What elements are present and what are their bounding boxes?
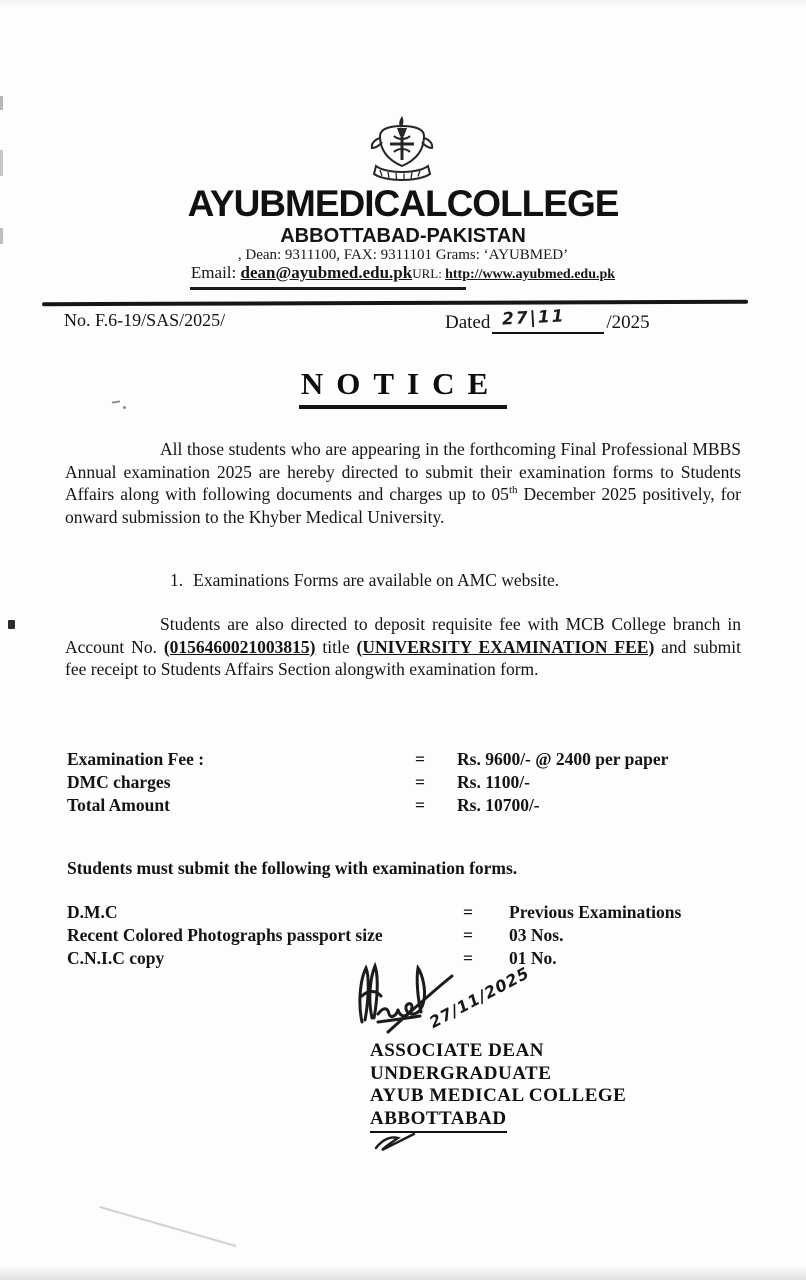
fee-row-total xyxy=(67,794,717,817)
fee-label: Examination Fee : xyxy=(67,749,205,769)
requirement-row-dmc xyxy=(67,901,747,924)
requirement-label: Recent Colored Photographs passport size xyxy=(67,925,383,945)
scribble-mark-icon xyxy=(372,1130,418,1154)
fee-table xyxy=(67,748,717,817)
fee-value: Rs. 1100/- xyxy=(457,772,530,792)
scan-shadow-top xyxy=(0,0,806,8)
paragraph-intro xyxy=(65,438,741,528)
paragraph-fee-deposit xyxy=(65,613,741,681)
ordinal-superscript: th xyxy=(508,484,518,497)
fee-row-examination xyxy=(67,748,717,771)
requirement-value: 01 No. xyxy=(509,948,557,968)
scan-shadow-bottom xyxy=(0,1265,806,1280)
college-name: AYUBMEDICALCOLLEGE xyxy=(187,183,619,224)
equals-sign: = xyxy=(415,749,425,769)
list-item-text: Examinations Forms are available on AMC website. xyxy=(193,570,560,590)
account-title: (UNIVERSITY EXAMINATION FEE) xyxy=(356,636,655,657)
header-rule-short xyxy=(190,287,466,290)
dated-label: Dated xyxy=(445,312,491,333)
equals-sign: = xyxy=(415,772,425,792)
email-url-line xyxy=(0,263,806,283)
requirement-value: Previous Examinations xyxy=(509,902,682,922)
signatory-city: ABBOTTABAD xyxy=(370,1108,507,1134)
requirement-value: 03 Nos. xyxy=(509,925,564,945)
submit-instruction: Students must submit the following with examination forms. xyxy=(67,858,518,878)
fee-label: Total Amount xyxy=(67,795,170,815)
email-label: Email: xyxy=(190,263,241,282)
equals-sign: = xyxy=(463,948,473,968)
requirement-label: D.M.C xyxy=(67,902,118,922)
fee-value: Rs. 10700/- xyxy=(457,795,540,815)
website-url: http://www.ayubmed.edu.pk xyxy=(445,267,616,282)
requirement-row-photos xyxy=(67,924,747,947)
fee-deposit-text-tail: and submit fee receipt to Students Affairs Section alongwith examination form. xyxy=(65,636,741,679)
contact-line: , Dean: 9311100, FAX: 9311101 Grams: ‘AYUBMED’ xyxy=(237,247,569,263)
date-underline xyxy=(492,306,604,334)
college-crest-icon xyxy=(358,114,446,188)
reference-number: No. F.6-19/SAS/2025/ xyxy=(64,310,226,330)
fee-deposit-text-mid: title xyxy=(315,636,357,657)
scan-artifact xyxy=(0,150,3,176)
fee-value: Rs. 9600/- @ 2400 per paper xyxy=(457,749,669,769)
college-location: ABBOTTABAD-PAKISTAN xyxy=(280,225,526,247)
notice-title: NOTICE xyxy=(299,366,507,409)
equals-sign: = xyxy=(463,902,473,922)
handwritten-date: 27|11 xyxy=(501,306,567,330)
equals-sign: = xyxy=(463,925,473,945)
equals-sign: = xyxy=(415,795,425,815)
fee-label: DMC charges xyxy=(67,772,171,792)
notice-title-wrap xyxy=(0,366,806,409)
header-rule-main xyxy=(42,300,748,306)
scan-artifact xyxy=(0,96,3,110)
url-label: URL: xyxy=(412,266,446,281)
signatory-department: UNDERGRADUATE xyxy=(370,1062,552,1084)
dated-group xyxy=(445,306,650,334)
fee-row-dmc xyxy=(67,771,717,794)
signatory-title: ASSOCIATE DEAN xyxy=(370,1040,544,1061)
scan-artifact-dot xyxy=(8,620,15,629)
signature-date: 27/11/2025 xyxy=(426,963,533,1032)
dated-year: /2025 xyxy=(606,312,650,333)
paragraph-intro-text: All those students who are appearing in the forthcoming Final Professional MBBS Annual examination 2025 are hereby directed to submit their examination forms to Students Affairs along with following documents and charges up to 05 xyxy=(65,439,741,504)
paragraph-intro-tail: December 2025 positively, for onward submission to the Khyber Medical University. xyxy=(65,484,741,527)
account-number: (0156460021003815) xyxy=(163,636,316,657)
list-item-exam-forms xyxy=(170,570,559,591)
signatory-institution: AYUB MEDICAL COLLEGE xyxy=(370,1085,627,1106)
signatory-block xyxy=(370,1040,626,1133)
list-marker: 1. xyxy=(170,570,184,590)
scan-scratch-mark xyxy=(99,1206,236,1247)
fee-deposit-text: Students are also directed to deposit requisite fee with MCB College branch in Account No. xyxy=(65,614,741,657)
email-address: dean@ayubmed.edu.pk xyxy=(240,263,413,282)
requirement-label: C.N.I.C copy xyxy=(67,948,165,968)
